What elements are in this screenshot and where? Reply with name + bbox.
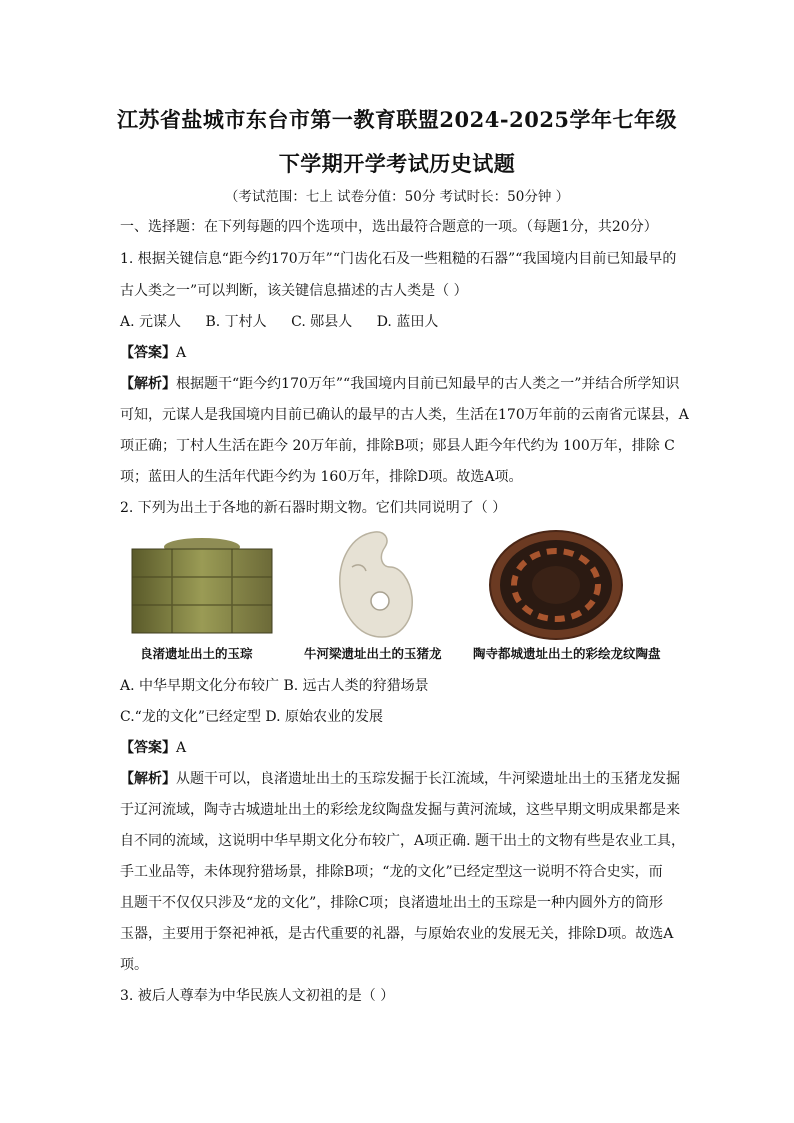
q1-answer — [120, 343, 680, 363]
q2-options-line1: A. 中华早期文化分布较广 B. 远古人类的狩猎场景 — [120, 678, 429, 694]
answer-tag: 【答案】 — [120, 345, 176, 361]
q1-analysis-text1: 根据题干“距今约170万年”“我国境内目前已知最早的古人类之一”并结合所学知识 — [176, 376, 680, 392]
q2-analysis-line4: 手工业品等，未体现狩猎场景，排除B项；“龙的文化”已经定型这一说明不符合史实，而 — [120, 864, 663, 880]
q1-analysis-line4: 项；蓝田人的生活年代距今约为 160万年，排除D项。故选A项。 — [120, 469, 523, 485]
q2-analysis-text1: 从题干可以，良渚遗址出土的玉琮发掘于长江流域，牛河梁遗址出土的玉猪龙发掘 — [176, 771, 680, 787]
caption-painted-plate: 陶寺都城遗址出土的彩绘龙纹陶盘 — [473, 646, 661, 661]
caption-jade-pig-dragon: 牛河梁遗址出土的玉猪龙 — [304, 646, 442, 661]
caption-jade-cong: 良渚遗址出土的玉琮 — [140, 646, 253, 661]
q2-options-line2: C.“龙的文化”已经定型 D. 原始农业的发展 — [120, 709, 384, 725]
q1-analysis-line1 — [120, 374, 680, 394]
q2-stem: 2. 下列为出土于各地的新石器时期文物。它们共同说明了（ ） — [120, 500, 507, 516]
q1-analysis-line2: 可知，元谋人是我国境内目前已确认的最早的古人类，生活在170万年前的云南省元谋县，A — [120, 407, 689, 423]
analysis-tag: 【解析】 — [120, 771, 176, 787]
q1-answer-value: A — [176, 345, 187, 361]
q1-option-a: A. 元谋人 — [120, 314, 182, 330]
q3-stem: 3. 被后人尊奉为中华民族人文初祖的是（ ） — [120, 988, 395, 1004]
q1-stem-line2: 古人类之一”可以判断，该关键信息描述的古人类是（ ） — [120, 283, 468, 299]
q1-option-b: B. 丁村人 — [205, 314, 267, 330]
section-heading: 一、选择题：在下列每题的四个选项中，选出最符合题意的一项。（每题1分，共20分） — [120, 219, 658, 235]
q1-options — [120, 312, 680, 332]
q1-option-c: C. 郧县人 — [291, 314, 353, 330]
q2-analysis-line6: 玉器，主要用于祭祀神祇，是古代重要的礼器，与原始农业的发展无关，排除D项。故选A — [120, 926, 674, 942]
exam-info: （考试范围：七上 试卷分值：50分 考试时长：50分钟 ） — [224, 189, 570, 205]
q2-analysis-line1 — [120, 769, 680, 789]
exam-title-line1: 江苏省盐城市东台市第一教育联盟2024-2025学年七年级 — [116, 107, 678, 132]
q2-analysis-line2: 于辽河流域，陶寺古城遗址出土的彩绘龙纹陶盘发掘与黄河流域，这些早期文明成果都是来 — [120, 802, 680, 818]
q1-option-d: D. 蓝田人 — [376, 314, 439, 330]
q1-stem-line1: 1. 根据关键信息“距今约170万年”“门齿化石及一些粗糙的石器”“我国境内目前已知最早的 — [120, 251, 677, 267]
q2-analysis-line7: 项。 — [120, 957, 148, 973]
q2-analysis-line5: 且题干不仅仅只涉及“龙的文化”，排除C项；良渚遗址出土的玉琮是一种内圆外方的筒形 — [120, 895, 664, 911]
q2-answer-value: A — [176, 740, 187, 756]
answer-tag: 【答案】 — [120, 740, 176, 756]
analysis-tag: 【解析】 — [120, 376, 176, 392]
q1-analysis-line3: 项正确；丁村人生活在距今 20万年前，排除B项；郧县人距今年代约为 100万年，排除 C — [120, 438, 675, 454]
exam-title-line2: 下学期开学考试历史试题 — [278, 151, 516, 176]
q2-answer — [120, 738, 680, 758]
q2-analysis-line3: 自不同的流域，这说明中华早期文化分布较广，A项正确. 题干出土的文物有些是农业工具， — [120, 833, 686, 849]
